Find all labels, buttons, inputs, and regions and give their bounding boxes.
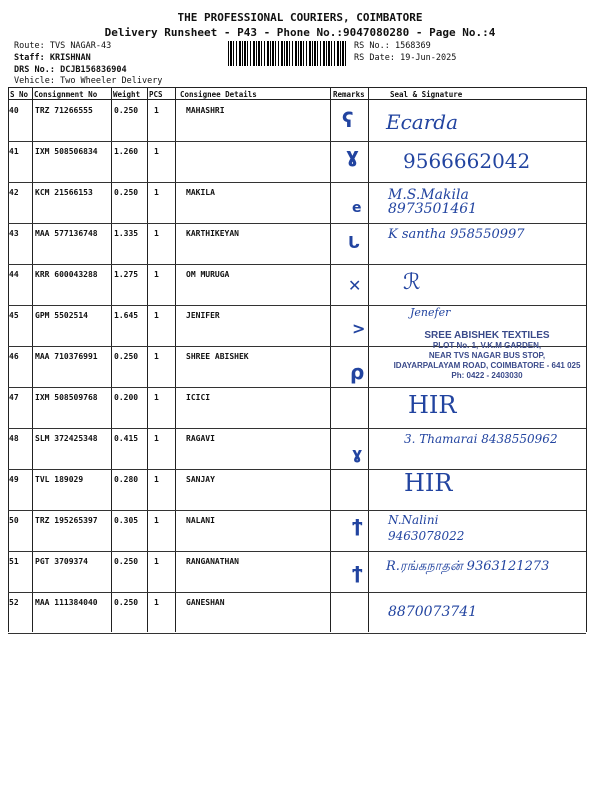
table-row (8, 182, 586, 224)
signature: Ecarda (386, 110, 459, 134)
cell: 0.305 (114, 516, 139, 525)
cell: ɣ (346, 143, 359, 167)
cell: ICICI (186, 393, 211, 402)
cell: 0.200 (114, 393, 139, 402)
cell: 1 (154, 393, 159, 402)
table-row (8, 100, 586, 142)
cell: 1.275 (114, 270, 139, 279)
cell: SREE ABISHEK TEXTILES (424, 330, 550, 341)
cell: 0.250 (114, 188, 139, 197)
cell: 44 (9, 270, 19, 279)
col-weight-header: Weight (113, 90, 141, 99)
signature: 8870073741 (388, 604, 478, 620)
table-row (8, 387, 586, 429)
drs-line: DRS No.: DCJB156836904 (14, 65, 127, 75)
cell: PGT 3709374 (35, 557, 88, 566)
cell: GPM 5502514 (35, 311, 88, 320)
cell: 1 (154, 106, 159, 115)
cell: 47 (9, 393, 19, 402)
cell: ϯ (352, 516, 363, 537)
cell: 40 (9, 106, 19, 115)
cell: 0.250 (114, 557, 139, 566)
col-seal-header: Seal & Signature (390, 90, 463, 99)
cell: 46 (9, 352, 19, 361)
cell: 50 (9, 516, 19, 525)
runsheet-subtitle: Delivery Runsheet - P43 - Phone No.:9047080280 - Page No.:4 (104, 26, 496, 39)
cell: 49 (9, 475, 19, 484)
table-row (8, 551, 586, 593)
cell: 1 (154, 270, 159, 279)
cell: NALANI (186, 516, 215, 525)
cell: 41 (9, 147, 19, 156)
signature: 3. Thamarai 8438550962 (404, 432, 558, 446)
cell: MAA 111384040 (35, 598, 98, 607)
col-pcs-header: PCS (149, 90, 163, 99)
staff-value: KRISHNAN (49, 53, 91, 63)
cell: 1 (154, 352, 159, 361)
cell: NEAR TVS NAGAR BUS STOP, (428, 351, 546, 360)
signature: M.S.Makila 8973501461 (388, 187, 478, 217)
table-row (8, 510, 586, 552)
cell: KRR 600043288 (35, 270, 98, 279)
cell: 0.250 (114, 598, 139, 607)
cell: TVL 189029 (35, 475, 84, 484)
cell: 0.250 (114, 106, 139, 115)
cell: MAA 710376991 (35, 352, 98, 361)
cell: 0.415 (114, 434, 139, 443)
cell: SHREE ABISHEK (186, 352, 249, 361)
cell: 1 (154, 311, 159, 320)
cell: MAHASHRI (186, 106, 225, 115)
signature: ℛ (403, 270, 421, 295)
cell: IXM 508506834 (35, 147, 98, 156)
cell: 0.250 (114, 352, 139, 361)
cell: 1 (154, 598, 159, 607)
signature: 9566662042 (403, 149, 531, 173)
cell: 1 (154, 147, 159, 156)
rs-no-line: RS No.: 1568369 (354, 41, 431, 51)
table-row (8, 223, 586, 265)
cell: 1 (154, 229, 159, 238)
table-top-rule (8, 87, 586, 88)
table-row (8, 428, 586, 470)
vehicle-value: Two Wheeler Delivery (60, 76, 163, 86)
cell: ✕ (348, 276, 362, 295)
cell: 1 (154, 557, 159, 566)
cell: 52 (9, 598, 19, 607)
route-value: TVS NAGAR-43 (49, 41, 112, 51)
cell: 43 (9, 229, 19, 238)
cell: 0.280 (114, 475, 139, 484)
cell: JENIFER (186, 311, 220, 320)
route-line: Route: TVS NAGAR-43 (14, 41, 112, 51)
cell: ρ (350, 360, 365, 384)
table-row (8, 141, 586, 183)
col-sno-header: S No (10, 90, 29, 99)
cell: 1 (154, 434, 159, 443)
cell: 1.645 (114, 311, 139, 320)
cell: 1 (154, 516, 159, 525)
cell: > (352, 319, 366, 338)
cell: ʕ (342, 108, 354, 132)
staff-line: Staff: KRISHNAN (14, 53, 91, 63)
cell: Ph: 0422 - 2403030 (451, 371, 523, 380)
cell: 1 (154, 188, 159, 197)
cell: RAGAVI (186, 434, 215, 443)
signature: N.Nalini 9463078022 (388, 513, 465, 543)
cell: TRZ 195265397 (35, 516, 98, 525)
cell: 51 (9, 557, 19, 566)
table-row (8, 330, 586, 388)
company-title: THE PROFESSIONAL COURIERS, COIMBATORE (177, 11, 423, 24)
cell: 1 (154, 475, 159, 484)
signature: HIR (404, 469, 453, 497)
signature: HIR (408, 391, 457, 419)
signature: K santha 958550997 (388, 227, 525, 242)
cell: SANJAY (186, 475, 215, 484)
cell: 1.335 (114, 229, 139, 238)
cell: GANESHAN (186, 598, 225, 607)
rs-date-line: RS Date: 19-Jun-2025 (354, 53, 457, 63)
cell: e (352, 200, 362, 216)
cell: ϯ (352, 563, 363, 584)
cell: MAKILA (186, 188, 215, 197)
cell: 42 (9, 188, 19, 197)
cell: ɣ (352, 444, 363, 463)
cell: PLOT No. 1, V.K.M GARDEN, (432, 341, 542, 350)
cell: 48 (9, 434, 19, 443)
table-row (8, 264, 586, 306)
cell: IDAYARPALAYAM ROAD, COIMBATORE - 641 025 (393, 361, 581, 370)
table-row (8, 469, 586, 511)
cell: KARTHIKEYAN (186, 229, 239, 238)
cell: SLM 372425348 (35, 434, 98, 443)
cell: ᒐ (348, 233, 360, 252)
signature: Jenefer (410, 306, 451, 319)
table-row (8, 592, 586, 634)
cell: IXM 508509768 (35, 393, 98, 402)
barcode-image (228, 41, 346, 66)
col-remarks-header: Remarks (333, 90, 365, 99)
drs-value: DCJB156836904 (60, 65, 127, 75)
cell: KCM 21566153 (35, 188, 93, 197)
cell: TRZ 71266555 (35, 106, 93, 115)
cell: OM MURUGA (186, 270, 230, 279)
cell: MAA 577136748 (35, 229, 98, 238)
col-consignment-header: Consignment No (34, 90, 98, 99)
company-stamp (380, 331, 594, 381)
cell: 1.260 (114, 147, 139, 156)
signature: R.ரங்கநாதன் 9363121273 (386, 559, 550, 574)
vehicle-line: Vehicle: Two Wheeler Delivery (14, 76, 163, 86)
col-consignee-header: Consignee Details (180, 90, 257, 99)
cell: RANGANATHAN (186, 557, 239, 566)
cell: 45 (9, 311, 19, 320)
